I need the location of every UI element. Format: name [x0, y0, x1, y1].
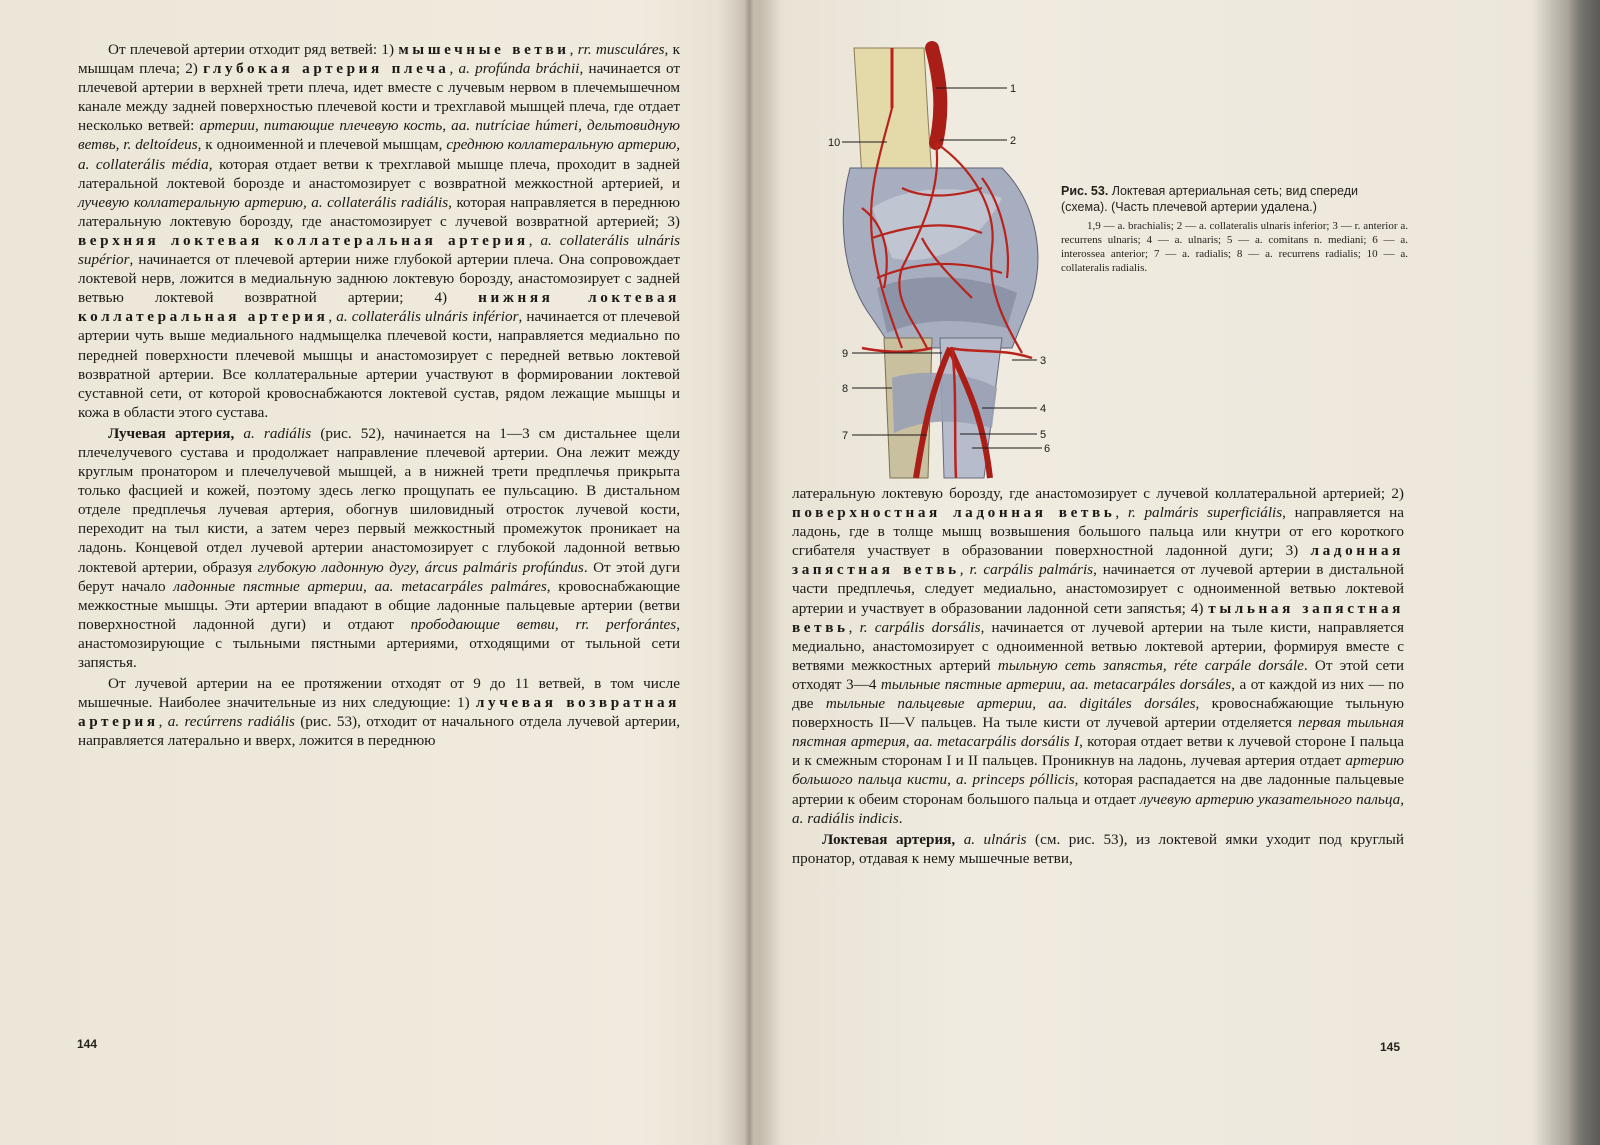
figure-label-5: 5	[1040, 429, 1047, 441]
spaced-term: поверхностная ладонная ветвь	[792, 504, 1116, 522]
spaced-term: верхняя локтевая коллатеральная артерия	[78, 231, 529, 249]
latin-term: r. carpális palmáris	[969, 561, 1094, 579]
figure-legend: 1,9 — a. brachialis; 2 — a. collateralis ulnaris inferior; 3 — r. anterior a. recurrens ulnaris; 4 — a. ulnaris; 5 — a. comitans n. mediani; 6 — a. interossea anterior; 7 — a. radialis; 8 — a. recurrens radialis; 10 — a. collateralis radialis.	[1061, 220, 1408, 274]
latin-term: a. profúnda bráchii	[458, 60, 580, 78]
latin-term: rr. musculáres	[577, 41, 665, 58]
section-heading: Локтевая артерия,	[822, 830, 956, 848]
page-edge-shadow	[1530, 0, 1600, 1145]
figure-label-2: 2	[1010, 135, 1017, 147]
text-run: , анастомозирующие с тыльными пястными артериями, отходящими от тыльной сети запястья.	[78, 615, 680, 671]
figure-label-4: 4	[1040, 403, 1047, 415]
text-run: ,	[328, 308, 337, 326]
text-run	[955, 831, 963, 848]
right-page-text	[792, 484, 1404, 868]
text-run: , кровоснабжающие межкостные мышцы. Эти артерии впадают в общие ладонные пальцевые артерии (ветви поверхностной ладонной дуги) и отдают	[78, 577, 680, 633]
latin-term: глубокую ладонную дугу, árcus palmáris profúndus	[257, 558, 584, 576]
text-run: ,	[449, 60, 459, 78]
left-page	[0, 0, 745, 1145]
text-run: . От этой дуги берут начало	[78, 558, 680, 595]
text-run: (рис. 53), отходит от начального отдела лучевой артерии, направляется латерально и вверх, ложится в переднюю	[78, 713, 681, 750]
elbow-artery-figure	[828, 48, 1052, 478]
text-run: , направляется на ладонь, где в толще мышц возвышения большого пальца или кнутри от его короткого сгибателя участвует в образовании поверхностной ладонной дуги; 3)	[792, 504, 1405, 560]
figure-label-10: 10	[828, 137, 841, 149]
paragraph	[78, 40, 680, 422]
latin-term: лучевую коллатеральную артерию, a. collaterális radiális	[78, 193, 449, 211]
spaced-term: мышечные ветви	[398, 41, 570, 58]
spaced-term: ладонная запястная ветвь	[792, 542, 1404, 579]
spaced-term: нижняя локтевая коллатеральная артерия	[78, 289, 680, 326]
text-run: От плечевой артерии отходит ряд ветвей: 1)	[108, 41, 399, 58]
figure-label-8: 8	[842, 383, 849, 395]
latin-term: ладонные пястные артерии, aa. metacarpáles palmáres	[173, 577, 547, 595]
latin-term: a. radiális	[243, 424, 312, 442]
latin-term: a. collaterális ulnáris supérior	[78, 231, 680, 269]
latin-term: первая тыльная пястная артерия, aa. metacarpális dorsális I	[792, 714, 1405, 751]
text-run: (см. рис. 53), из локтевой ямки уходит под круглый пронатор, отдавая к нему мышечные ветви,	[792, 830, 1405, 867]
text-run: , кровоснабжающие тыльную поверхность II—V пальцев. На тыле кисти от лучевой артерии отделяется	[792, 695, 1404, 732]
text-run: ,	[569, 41, 578, 58]
latin-term: тыльную сеть запястья, réte carpále dorsále	[997, 656, 1304, 674]
text-run: . От этой сети отходят 3—4	[792, 656, 1405, 693]
text-run: ,	[959, 561, 970, 579]
figure-label-7: 7	[842, 430, 849, 442]
text-run: , начинается от плечевой артерии ниже глубокой артерии плеча. Она сопровождает локтевой нерв, ложится в медиальную заднюю локтевую борозду, анастомозирует с задней ветвью локтевой возвратной артерии; 4)	[78, 251, 680, 307]
text-run: , которая распадается на две ладонные пальцевые артерии к обеим сторонам большого пальца и отдает	[792, 771, 1404, 808]
text-run: , начинается от плечевой артерии чуть выше медиального надмыщелка плечевой кости, направляется медиально по передней поверхности плечевой мышцы и анастомозирует с передней ветвью локтевой возвратной артерии. Все коллатеральные артерии участвуют в формировании локтевой суставной сети, от которой кровоснабжаются локтевой сустав, рядом лежащие мышцы и кожа в области этого сустава.	[78, 308, 680, 421]
figure-label-1: 1	[1010, 83, 1017, 95]
text-run: .	[898, 809, 903, 827]
text-run: , начинается от лучевой артерии в дистальной части предплечья, следует медиально, анастомозирует с одноименной ветвью локтевой артерии и участвует в образовании ладонной сети запястья; 4)	[792, 561, 1404, 617]
text-run: От лучевой артерии на ее протяжении отходят от 9 до 11 ветвей, в том числе мышечные. Наиболее значительные из них следующие: 1)	[78, 675, 680, 712]
figure-caption-label: Рис. 53.	[1061, 184, 1109, 198]
figure-caption	[1061, 183, 1408, 275]
text-run: , начинается от плечевой артерии в верхней трети плеча, идет вместе с лучевым нервом в плечемышечном канале между задней поверхностью плечевой кости и трехглавой мышцей плеча, где отдает несколько ветвей:	[78, 60, 680, 135]
figure-caption-title: Локтевая артериальная сеть; вид спереди (схема). (Часть плечевой артерии удалена.)	[1061, 184, 1358, 214]
latin-term: r. carpális dorsális	[859, 618, 981, 636]
paragraph	[78, 424, 680, 672]
text-run: , которая направляется в переднюю латеральную локтевую борозду, где анастомозирует с лучевой возвратной артерией; 3)	[78, 193, 681, 230]
latin-term: r. palmáris superficiális	[1127, 504, 1283, 522]
latin-term: тыльные пястные артерии, aa. metacarpáles dorsáles	[880, 675, 1232, 693]
latin-term: артерии, питающие плечевую кость, aa. nutríciae húmeri, дельтовидную ветвь, r. deltoídeus	[78, 117, 680, 154]
latin-term: артерию большого пальца кисти, a. princeps póllicis	[792, 752, 1404, 789]
latin-term: прободающие ветви, rr. perforántes	[410, 615, 677, 633]
right-page	[748, 0, 1600, 1145]
latin-term: a. recúrrens radiális	[167, 713, 295, 731]
text-run: (рис. 52), начинается на 1—3 см дистальнее щели плечелучевого сустава и продолжает направление плечевой артерии. Она лежит между круглым пронатором и плечелучевой мышцей, а в нижней трети предплечья прикрыта только фасцией и кожей, поэтому здесь легко прощупать ее пульсацию. В дистальном отделе предплечья лучевая артерия, обогнув шиловидный отросток лучевой кости, переходит на тыл кисти, а затем через первый межкостный промежуток проникает на ладонь. Концевой отдел лучевой артерии анастомозирует с глубокой ладонной ветвью локтевой артерии, образуя	[78, 424, 680, 576]
elbow-anatomy-illustration	[828, 48, 1052, 478]
spaced-term: глубокая артерия плеча	[203, 60, 450, 78]
text-run: ,	[158, 713, 168, 731]
text-run: , а от каждой из них — по две	[792, 675, 1404, 713]
page-number-left: 144	[77, 1037, 98, 1051]
figure-label-9: 9	[842, 348, 849, 360]
left-page-text	[78, 40, 680, 750]
paragraph	[792, 830, 1404, 868]
page-number-right: 145	[1380, 1040, 1401, 1054]
latin-term: a. ulnáris	[963, 830, 1027, 848]
text-run: ,	[848, 618, 860, 636]
latin-term: a. collaterális ulnáris inférior	[336, 308, 519, 326]
section-heading: Лучевая артерия,	[108, 424, 235, 442]
spaced-term: тыльная запястная ветвь	[792, 599, 1404, 636]
latin-term: тыльные пальцевые артерии, aa. digitáles dorsáles	[825, 695, 1196, 713]
text-run: , к одноименной и плечевой мышцам,	[197, 136, 447, 154]
figure-label-3: 3	[1040, 355, 1047, 367]
text-run: , к мышцам плеча; 2)	[78, 41, 680, 78]
text-run: , которая отдает ветви к лучевой стороне I пальца и к смежным сторонам I и II пальцев. Проникнув на ладонь, лучевая артерия отдает	[792, 733, 1404, 770]
spaced-term: лучевая возвратная артерия	[78, 694, 680, 731]
text-run: ,	[528, 231, 541, 249]
text-run: латеральную локтевую борозду, где анастомозирует с лучевой коллатеральной артерией; 2)	[792, 485, 1404, 502]
paragraph	[792, 484, 1404, 828]
text-run: , начинается от лучевой артерии на тыле кисти, направляется медиально, анастомозирует с одноименной ветвью локтевой артерии, формируя вместе с ветвями межкостных артерий	[792, 618, 1405, 674]
text-run: ,	[1115, 504, 1128, 522]
text-run: , которая отдает ветви к трехглавой мышце плеча, проходит в задней латеральной локтевой борозде и анастомозирует с возвратной межкостной артерией, и	[78, 155, 680, 192]
latin-term: лучевую артерию указательного пальца, a. radiális indicis	[792, 790, 1404, 827]
figure-label-6: 6	[1044, 443, 1051, 455]
latin-term: среднюю коллатеральную артерию, a. collaterális média	[78, 136, 680, 173]
paragraph	[78, 674, 680, 750]
